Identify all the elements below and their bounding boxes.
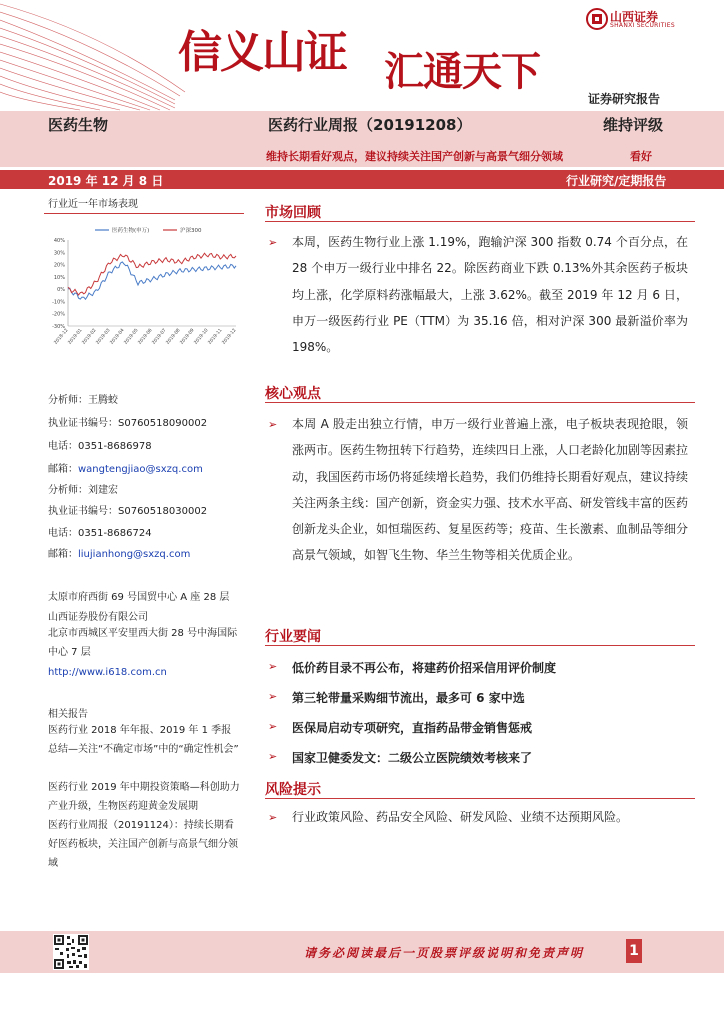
analyst-email-row [48, 460, 203, 475]
analyst-phone: 电话：0351-8686978 [48, 441, 152, 452]
chart-y-tick-label: 10% [53, 274, 65, 281]
chart-x-tick-label: 2019-04 [109, 328, 126, 346]
chart-x-tick-label: 2019-01 [67, 328, 84, 346]
bullet-arrow-icon: ➢ [268, 660, 278, 673]
divider [44, 213, 244, 214]
disclaimer-text: 请务必阅读最后一页股票评级说明和免责声明 [304, 946, 585, 960]
section-title-market-review: 市场回顾 [265, 205, 321, 221]
company-name: 山西证券股份有限公司 [48, 612, 148, 623]
chart-y-tick-label: -30% [52, 324, 65, 330]
chart-y-tick-label: -20% [52, 311, 65, 318]
logo-name: 山西证券 [610, 10, 659, 24]
chart-series-line [68, 262, 236, 299]
chart-x-tick-label: 2019-12 [221, 328, 238, 346]
divider [265, 221, 695, 222]
chart-series-line [68, 253, 236, 295]
bullet-arrow-icon: ➢ [268, 811, 278, 824]
chart-y-tick-label: 0% [57, 287, 65, 294]
news-item[interactable]: 第三轮带量采购细节流出，最多可 6 家中选 [292, 691, 525, 705]
analyst-phone: 电话：0351-8686724 [48, 528, 152, 539]
analyst-email-link[interactable]: wangtengjiao@sxzq.com [78, 464, 203, 475]
chart-legend-label: 沪深300 [180, 228, 202, 234]
address-beijing: 北京市西城区平安里西大街 28 号中海国际中心 7 层 [48, 628, 238, 658]
related-report-item[interactable]: 医药行业 2019 年中期投资策略—科创助力产业升级，生物医药迎黄金发展期 [48, 782, 240, 812]
chart-x-tick-label: 2019-10 [193, 328, 210, 346]
email-label: 邮箱： [48, 549, 78, 560]
related-report-item[interactable]: 医药行业 2018 年年报、2019 年 1 季报总结—关注“不确定市场”中的“确定性机会” [48, 725, 239, 755]
chart-x-tick-label: 2018-12 [53, 328, 70, 346]
section-title-core-view: 核心观点 [265, 386, 321, 402]
analyst-email-row [48, 545, 190, 560]
chart-y-tick-label: 30% [53, 250, 65, 257]
bullet-arrow-icon: ➢ [268, 750, 278, 763]
market-review-text: 本周，医药生物行业上涨 1.19%，跑输沪深 300 指数 0.74 个百分点，在 28 个申万一级行业中排名 22。除医药商业下跌 0.13%外其余医药子板块均上涨，化学原料药涨幅最大，上涨 3.62%。截至 2019 年 12 月 6 日，申万一级医药行业 PE（TTM）为 35.16 倍，相对沪深 300 最新溢价率为 198%。 [292, 235, 688, 355]
news-item[interactable]: 低价药目录不再公布，将建药价招采信用评价制度 [292, 661, 557, 675]
page-number: 1 [626, 939, 642, 963]
address-taiyuan: 太原市府西街 69 号国贸中心 A 座 28 层 [48, 592, 230, 603]
market-performance-title: 行业近一年市场表现 [48, 199, 138, 210]
report-date: 2019 年 12 月 8 日 [48, 174, 164, 188]
report-category: 行业研究/定期报告 [566, 174, 667, 188]
email-label: 邮箱： [48, 464, 78, 475]
logo-english-name: SHANXI SECURITIES [610, 22, 675, 29]
report-title: 医药行业周报（20191208） [268, 116, 472, 134]
analyst-name: 分析师：王腾蛟 [48, 395, 118, 406]
analyst-name: 分析师：刘建宏 [48, 485, 118, 496]
related-report-item[interactable]: 医药行业周报（20191124）：持续长期看好医药板块，关注国产创新与高景气细分领域 [48, 820, 238, 869]
divider [265, 402, 695, 403]
chart-y-tick-label: -10% [52, 299, 65, 306]
chart-x-tick-label: 2019-03 [95, 328, 112, 346]
chart-x-tick-label: 2019-09 [179, 328, 196, 346]
bullet-arrow-icon: ➢ [268, 236, 278, 249]
divider [265, 798, 695, 799]
chart-x-tick-label: 2019-07 [151, 328, 168, 346]
divider [265, 645, 695, 646]
sector-name: 医药生物 [48, 116, 109, 134]
analyst-email-link[interactable]: liujianhong@sxzq.com [78, 549, 191, 560]
report-subtitle: 维持长期看好观点，建议持续关注国产创新与高景气细分领域 [266, 150, 563, 163]
section-title-industry-news: 行业要闻 [265, 629, 321, 645]
qr-code-icon[interactable] [53, 934, 89, 970]
news-item[interactable]: 国家卫健委发文：二级公立医院绩效考核来了 [292, 751, 533, 765]
chart-x-tick-label: 2019-08 [165, 328, 182, 346]
bullet-arrow-icon: ➢ [268, 720, 278, 733]
related-reports-title: 相关报告 [48, 709, 88, 720]
analyst-cert: 执业证书编号：S0760518090002 [48, 418, 208, 429]
chart-legend-label: 医药生物(申万) [112, 228, 150, 234]
slogan-part2: 汇通天下 [384, 48, 540, 95]
chart-y-tick-label: 20% [53, 262, 65, 269]
news-item[interactable]: 医保局启动专项研究，直指药品带金销售惩戒 [292, 721, 533, 735]
report-type: 证券研究报告 [588, 92, 661, 106]
bullet-arrow-icon: ➢ [268, 418, 278, 431]
risk-text: 行业政策风险、药品安全风险、研发风险、业绩不达预期风险。 [292, 810, 629, 824]
section-title-risk: 风险提示 [265, 782, 321, 798]
rating: 维持评级 [603, 116, 664, 134]
chart-y-tick-label: 40% [53, 238, 65, 244]
chart-x-tick-label: 2019-02 [81, 328, 98, 346]
chart-x-tick-label: 2019-06 [137, 328, 154, 346]
market-performance-chart [40, 218, 245, 363]
chart-x-tick-label: 2019-11 [207, 328, 224, 346]
rating-value: 看好 [630, 150, 652, 163]
website-link[interactable]: http://www.i618.com.cn [48, 667, 167, 678]
analyst-cert: 执业证书编号：S0760518030002 [48, 506, 208, 517]
bullet-arrow-icon: ➢ [268, 690, 278, 703]
core-view-text: 本周 A 股走出独立行情，申万一级行业普遍上涨，电子板块表现抢眼，领涨两市。医药生物扭转下行趋势，连续四日上涨，人口老龄化加剧等因素拉动，我国医药市场仍将延续增长趋势，我们仍维持长期看好观点，建议持续关注两条主线：国产创新，资金实力强、技术水平高、研发管线丰富的医药创新龙头企业，如恒瑞医药、复星医药等；疫苗、生长激素、血制品等细分高景气领域，如智飞生物、华兰生物等相关优质企业。 [292, 417, 689, 563]
slogan-part1: 信义山证 [178, 27, 346, 78]
chart-x-tick-label: 2019-05 [123, 328, 140, 346]
